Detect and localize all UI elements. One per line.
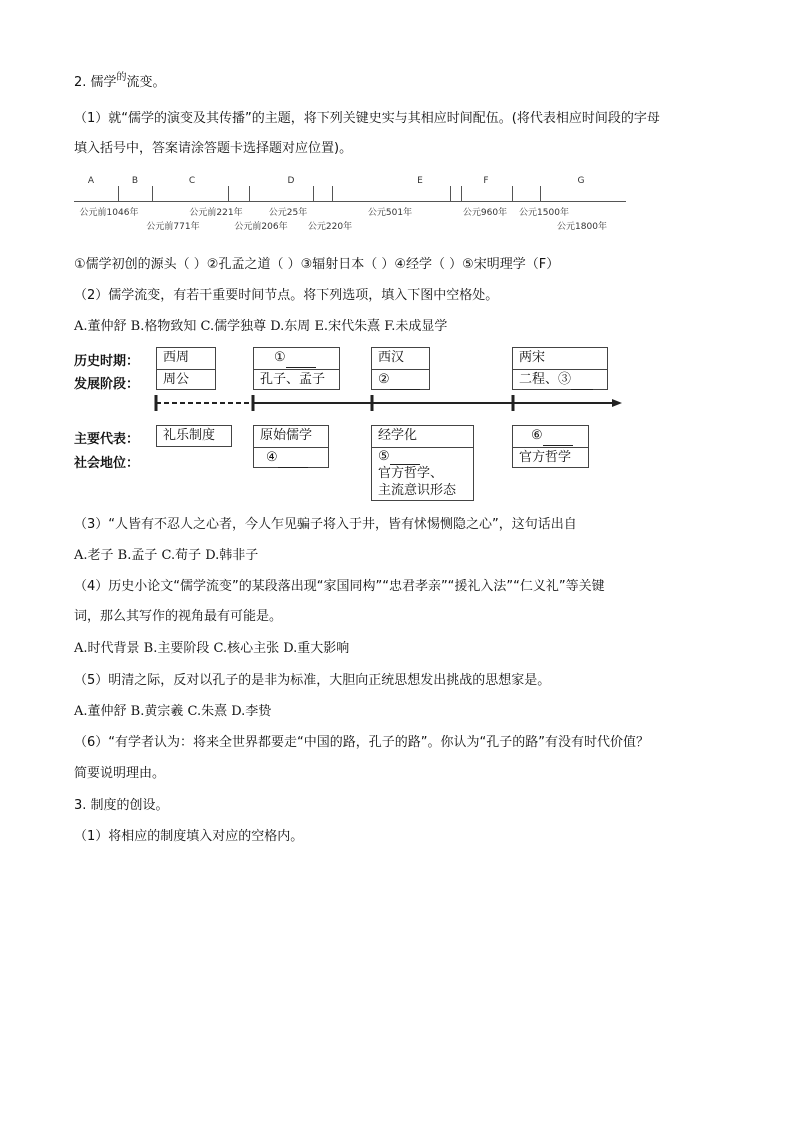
box-status-line [378,448,473,465]
timeline-date: 公元25年 [268,208,308,218]
box-status-line: 主流意识形态 [378,483,457,498]
timeline-tick [118,186,119,202]
blank-marker-1: ① [274,350,286,365]
timeline-tick [228,186,229,202]
q3-title: 3. 制度的创设。 [74,798,169,813]
q2-p2-options: A.董仲舒 B.格物致知 C.儒学独尊 D.东周 E.宋代朱熹 F.未成显学 [74,319,448,334]
timeline-segment-b: B [131,176,139,186]
label-status: 社会地位： [74,456,140,471]
timeline-segment-a: A [87,176,95,186]
answer-blank[interactable] [286,353,316,368]
box-western-zhou [156,347,216,390]
box-stage [372,369,429,390]
q2-p2: （2）儒学流变，有若干重要时间节点。将下列选项，填入下图中空格处。 [74,288,499,303]
timeline [74,172,626,232]
box-western-han [371,347,430,390]
arrowhead-icon [612,399,622,407]
box-classics [371,425,474,501]
q2-title-pre: 2. 儒学 [74,75,117,90]
q2-title-post: 流变。 [126,75,166,90]
timeline-date: 公元前206年 [234,222,288,232]
box-song [512,347,608,390]
box-rites: 礼乐制度 [156,425,232,447]
box-stage: 孔子、孟子 [254,369,339,390]
answer-blank[interactable] [390,452,420,465]
q2-p4-line1: （4）历史小论文“儒学流变”的某段落出现“家国同构”“忠君孝亲”“援礼入法”“仁义礼”等关键 [74,579,605,594]
timeline-date: 公元前771年 [146,222,200,232]
timeline-segment-d: D [287,176,295,186]
timeline-tick [152,186,153,202]
blank-marker-3: 二程、③ [519,372,572,387]
q2-p1-line1: （1）就“儒学的演变及其传播”的主题，将下列关键史实与其相应时间配伍。(将代表相应时间段的字母 [74,111,660,126]
timeline-date: 公元960年 [462,208,508,218]
blank-marker-6: ⑥ [531,428,543,443]
q2-p5: （5）明清之际，反对以孔子的是非为标准，大胆向正统思想发出挑战的思想家是。 [74,673,551,688]
q2-p6-line1: （6）“有学者认为：将来全世界都要走“中国的路，孔子的路”。你认为“孔子的路”有没有时代价值？ [74,735,649,750]
q2-p1-line2: 填入括号中，答案请涂答题卡选择题对应位置)。 [74,141,353,156]
q3-p1: （1）将相应的制度填入对应的空格内。 [74,829,304,844]
blank-marker-4: ④ [266,450,278,465]
timeline-date: 公元前1046年 [79,208,139,218]
answer-blank[interactable] [390,375,420,390]
q2-p4-line2: 词，那么其写作的视角最有可能是。 [74,609,283,624]
timeline-segment-f: F [483,176,489,186]
q2-title-sup: 的 [116,72,127,83]
q2-p3: （3）“人皆有不忍人之心者，今人乍见骗子将入于井，皆有怵惕恻隐之心”，这句话出自 [74,517,577,532]
q2-p5-options: A.董仲舒 B.黄宗羲 C.朱熹 D.李贽 [74,704,272,719]
box-status: 官方哲学 [513,447,588,468]
q2-p4-options: A.时代背景 B.主要阶段 C.核心主张 D.重大影响 [74,641,350,656]
box-blank-1 [253,347,340,390]
box-period: 西汉 [378,350,405,365]
answer-blank[interactable] [278,453,308,468]
box-status [254,447,328,468]
timeline-date: 公元1800年 [557,222,607,232]
timeline-tick [450,186,451,202]
box-status-line: 官方哲学、 [378,466,444,481]
box-status [372,447,473,499]
timeline-tick [512,186,513,202]
answer-blank[interactable] [543,431,573,446]
label-representative: 主要代表： [74,432,140,447]
timeline-segment-c: C [188,176,196,186]
box-stage: 周公 [157,369,215,390]
q2-title [74,74,166,93]
timeline-tick [249,186,250,202]
timeline-date: 公元前221年 [189,208,243,218]
q2-p6-line2: 简要说明理由。 [74,766,166,781]
box-official-philosophy [512,425,589,468]
blank-marker-2: ② [378,372,390,387]
box-representative: 经学化 [378,428,418,443]
label-period: 历史时期： [74,354,140,369]
box-period: 西周 [163,350,190,365]
q2-facts: ①儒学初创的源头（ ）②孔孟之道（ ）③辐射日本（ ）④经学（ ）⑤宋明理学（F） [74,257,560,272]
timeline-date: 公元1500年 [519,208,569,218]
timeline-segment-g: G [577,176,585,186]
box-period [260,348,339,369]
timeline-arrow [150,393,630,413]
timeline-axis [74,201,626,202]
box-representative [519,426,588,447]
timeline-tick [313,186,314,202]
box-representative: 原始儒学 [260,428,313,443]
timeline-tick [332,186,333,202]
timeline-segment-e: E [417,176,423,186]
timeline-tick [461,186,462,202]
q2-p3-options: A.老子 B.孟子 C.荀子 D.韩非子 [74,548,259,563]
box-original-confucianism [253,425,329,468]
answer-blank[interactable] [571,375,593,390]
timeline-date: 公元220年 [307,222,353,232]
timeline-date: 公元501年 [367,208,413,218]
timeline-tick [540,186,541,202]
box-stage [513,369,607,390]
box-period: 两宋 [519,350,546,365]
label-stage: 发展阶段： [74,377,140,392]
blank-marker-5: ⑤ [378,449,390,464]
